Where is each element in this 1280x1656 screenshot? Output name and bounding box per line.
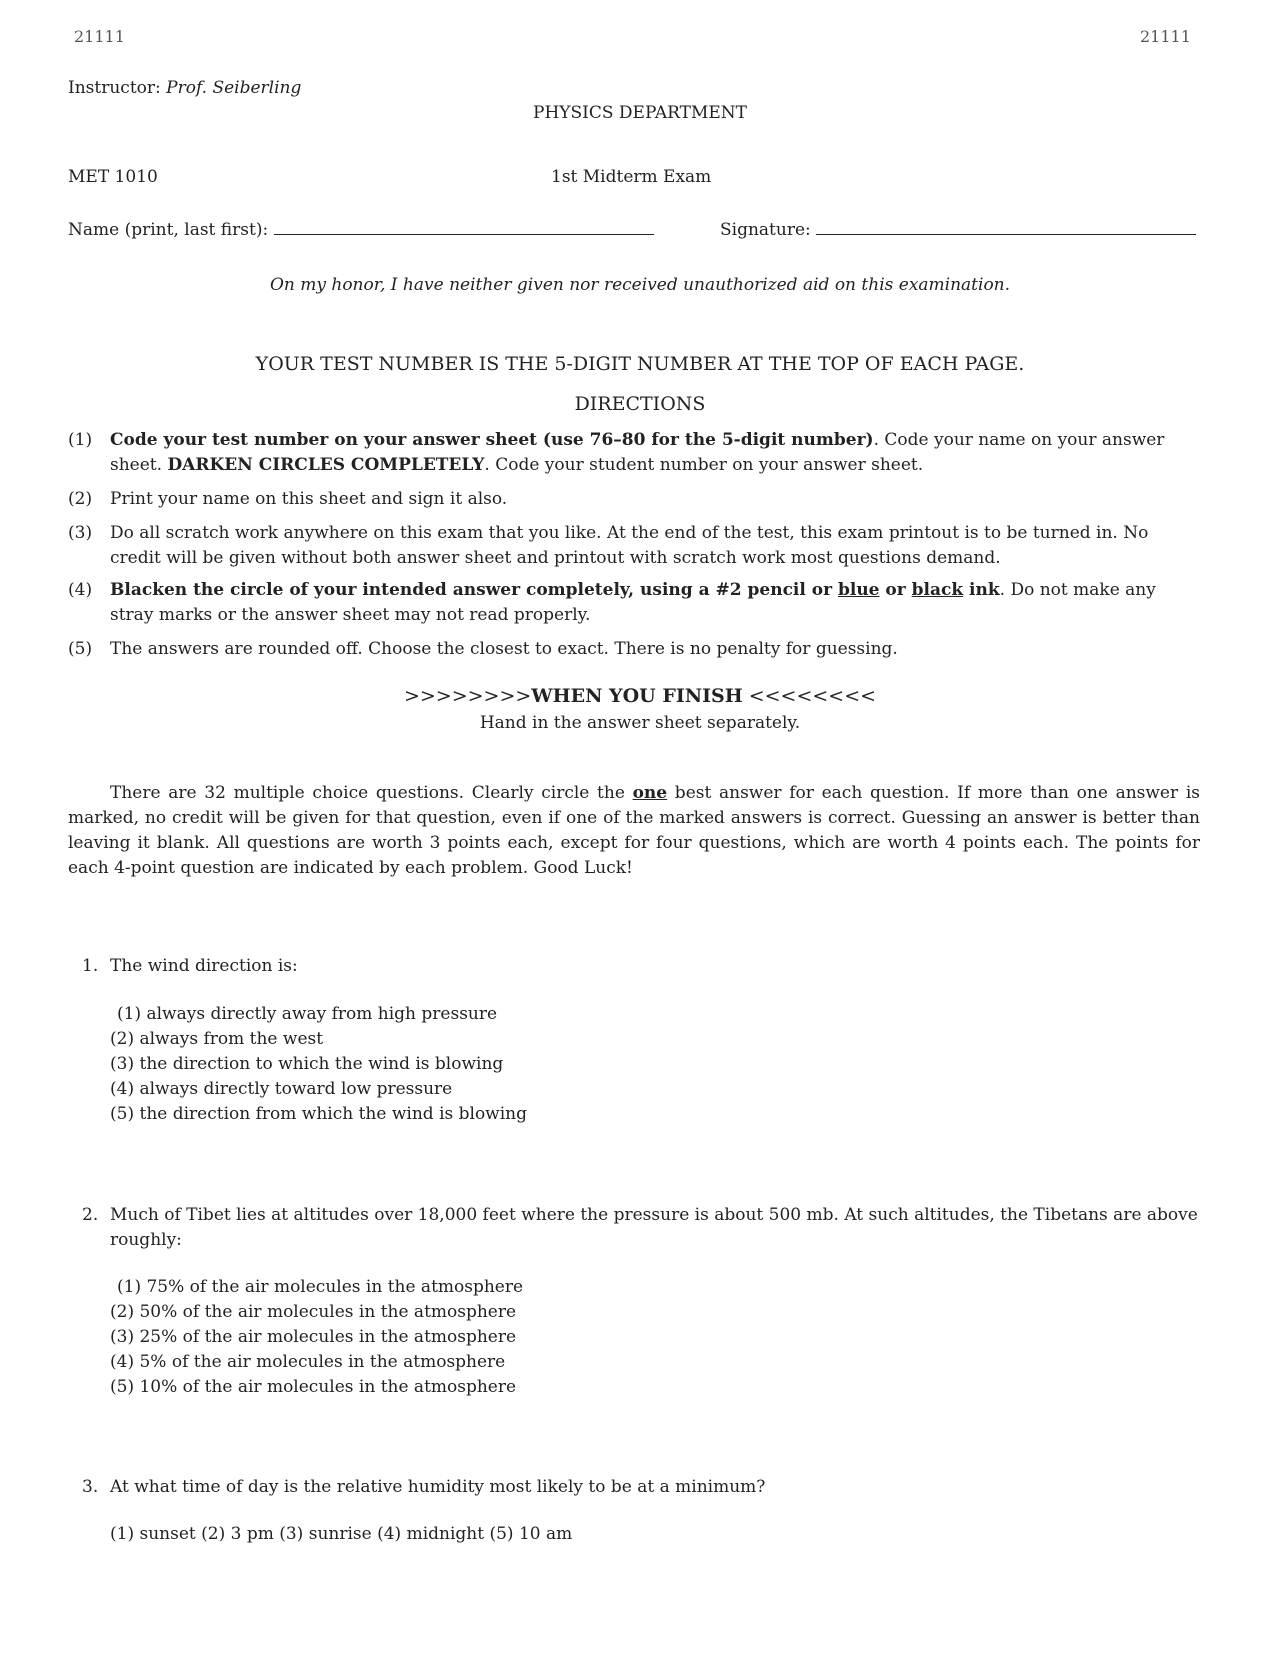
name-field[interactable] (68, 218, 654, 243)
signature-field[interactable] (720, 218, 1196, 243)
question-text: At what time of day is the relative humidity most likely to be at a minimum? (110, 1477, 766, 1497)
test-number-left: 21111 (74, 27, 125, 46)
emphasis-one: one (632, 783, 668, 803)
direction-item-3: (3) Do all scratch work anywhere on this exam that you like. At the end of the test, this exam printout is to be turned in. No credit will be given without both answer sheet and printout with scratch work most questions demand. (68, 523, 1149, 568)
honor-statement: On my honor, I have neither given nor received unauthorized aid on this examination. (269, 275, 1011, 295)
direction-item-4: (4) Blacken the circle of your intended answer completely, using a #2 pencil or blue or black ink. Do not make any stray marks or the answer sheet may not read properly. (68, 580, 1156, 625)
finish-subtitle: Hand in the answer sheet separately. (479, 713, 801, 733)
intro-paragraph: There are 32 multiple choice questions. Clearly circle the one best answer for each question. If more than one answer is marked, no credit will be given for that question, even if one of the marked answers is correct. Guessing an answer is better than leaving it blank. All questions are worth 3 points each, except for four questions, which are worth 4 points each. The points for each 4-point question are indicated by each problem. Good Luck! (68, 783, 1200, 878)
question-text: Much of Tibet lies at altitudes over 18,000 feet where the pressure is about 500 mb. At such altitudes, the Tibetans are above roughly: (110, 1205, 1198, 1250)
signature-blank[interactable] (816, 234, 1196, 235)
option[interactable]: (5) 10% of the air molecules in the atmosphere (110, 1377, 517, 1397)
option[interactable]: (4) always directly toward low pressure (110, 1079, 453, 1099)
question-number: 3. (82, 1477, 99, 1497)
department-title: PHYSICS DEPARTMENT (533, 103, 747, 123)
option[interactable]: (1) always directly away from high pressure (117, 1004, 498, 1024)
question-2 (82, 1203, 1200, 1253)
course-code: MET 1010 (68, 167, 158, 187)
option[interactable]: (5) the direction from which the wind is blowing (110, 1104, 528, 1124)
option[interactable]: (2) 50% of the air molecules in the atmosphere (110, 1302, 517, 1322)
question-2-options (110, 1275, 523, 1400)
question-1 (82, 954, 1200, 979)
question-3 (82, 1475, 1200, 1500)
question-number: 1. (82, 956, 99, 976)
signature-label: Signature: (720, 220, 811, 240)
instructor-name: Prof. Seiberling (166, 78, 302, 98)
direction-number: (2) (68, 489, 93, 509)
direction-number: (3) (68, 523, 93, 543)
test-number-right: 21111 (1140, 27, 1191, 46)
question-number: 2. (82, 1205, 99, 1225)
option[interactable]: (4) 5% of the air molecules in the atmosphere (110, 1352, 506, 1372)
direction-number: (1) (68, 430, 93, 450)
instructor-label: Instructor: (68, 78, 161, 98)
direction-item-2: (2) Print your name on this sheet and sign it also. (68, 487, 1200, 512)
test-number-notice: YOUR TEST NUMBER IS THE 5-DIGIT NUMBER AT THE TOP OF EACH PAGE. (255, 353, 1025, 375)
exam-title: 1st Midterm Exam (551, 167, 712, 187)
direction-number: (4) (68, 580, 93, 600)
question-1-options (110, 1002, 527, 1127)
direction-item-1: (1) Code your test number on your answer sheet (use 76–80 for the 5-digit number). Code your name on your answer sheet. DARKEN CIRCLES COMPLETELY. Code your student number on your answer sheet. (68, 430, 1165, 475)
instructor-line (68, 76, 301, 101)
option[interactable]: (3) the direction to which the wind is blowing (110, 1054, 504, 1074)
finish-heading: >>>>>>>>WHEN YOU FINISH <<<<<<<< (403, 685, 877, 707)
option[interactable]: (2) always from the west (110, 1029, 324, 1049)
direction-item-5: (5) The answers are rounded off. Choose the closest to exact. There is no penalty for guessing. (68, 637, 1200, 662)
name-label: Name (print, last first): (68, 220, 269, 240)
question-text: The wind direction is: (110, 956, 298, 976)
direction-number: (5) (68, 639, 93, 659)
directions-title: DIRECTIONS (574, 393, 706, 415)
question-3-options[interactable]: (1) sunset (2) 3 pm (3) sunrise (4) midnight (5) 10 am (110, 1524, 573, 1544)
option[interactable]: (3) 25% of the air molecules in the atmosphere (110, 1327, 517, 1347)
name-blank[interactable] (274, 234, 654, 235)
option[interactable]: (1) 75% of the air molecules in the atmosphere (117, 1277, 524, 1297)
